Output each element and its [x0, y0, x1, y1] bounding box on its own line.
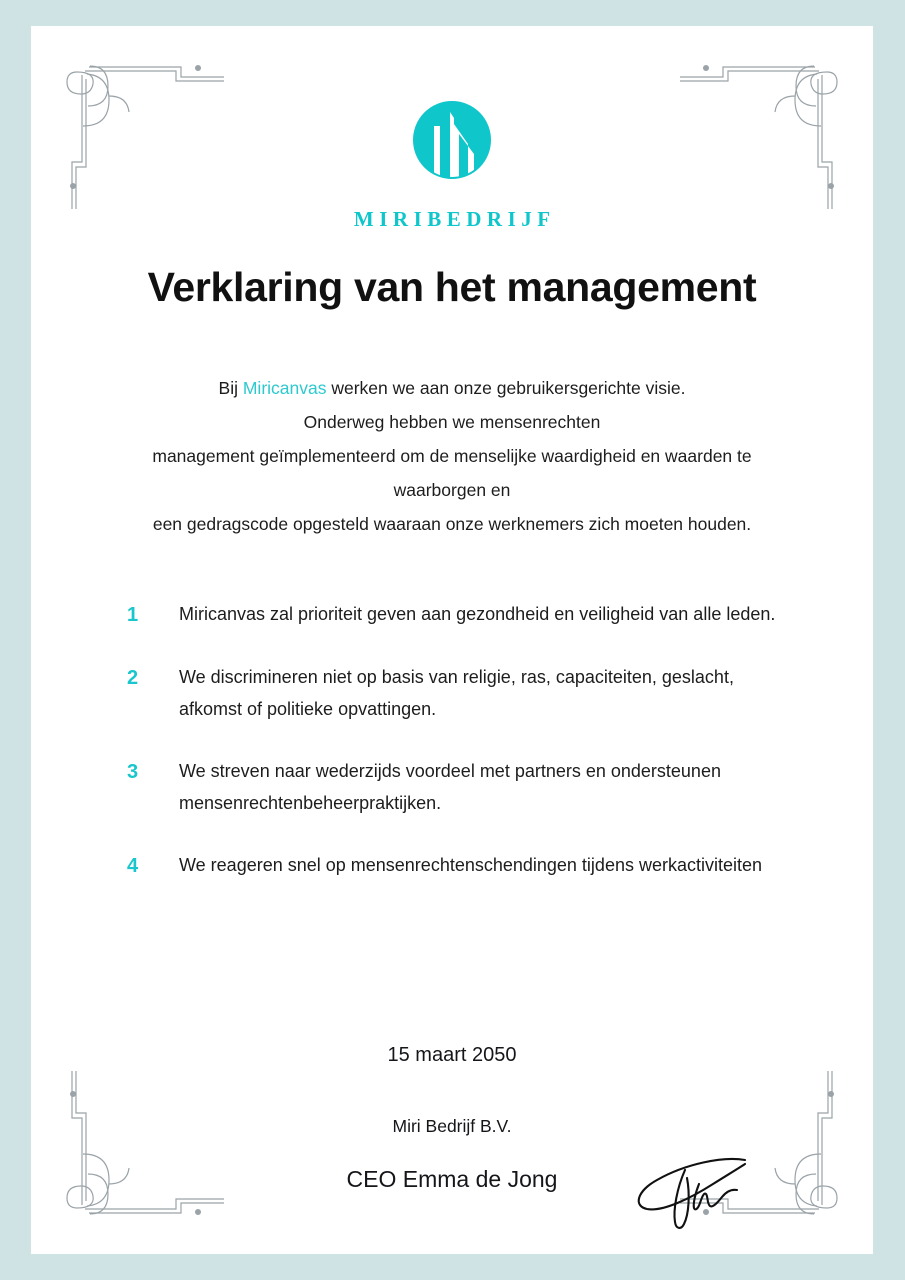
clause-item [127, 599, 813, 631]
clause-item [127, 662, 813, 725]
intro-line-2: Onderweg hebben we mensenrechten [303, 412, 601, 432]
building-skyline-circle-logo-icon [406, 94, 498, 186]
clause-number: 1 [127, 604, 139, 626]
signature-row [31, 1154, 873, 1234]
intro-line-1-suffix: werken we aan onze gebruikersgerichte visie. [326, 378, 686, 398]
clause-number: 3 [127, 761, 139, 783]
intro-paragraph [91, 371, 813, 541]
clause-text: We streven naar wederzijds voordeel met partners en ondersteunen mensenrechtenbeheerpraktijken. [179, 761, 721, 813]
document-card [31, 26, 873, 1254]
company-name: Miri Bedrijf B.V. [392, 1116, 512, 1136]
clause-number: 2 [127, 667, 139, 689]
brand-mention: Miricanvas [242, 378, 327, 398]
brand-wordmark: MIRIBEDRIJF [353, 207, 556, 231]
clause-text: We reageren snel op mensenrechtenschendingen tijdens werkactiviteiten [179, 855, 763, 875]
signature-date: 15 maart 2050 [387, 1044, 517, 1066]
clause-item [127, 756, 813, 819]
handwritten-signature-icon [627, 1154, 767, 1234]
clause-text: Miricanvas zal prioriteit geven aan gezondheid en veiligheid van alle leden. [179, 604, 776, 624]
intro-line-4: waarborgen en [393, 480, 511, 500]
brand-block [31, 94, 873, 232]
clause-list [127, 599, 813, 913]
intro-line-5: een gedragscode opgesteld waaraan onze werknemers zich moeten houden. [152, 514, 752, 534]
clause-item [127, 850, 813, 882]
clause-text: We discrimineren niet op basis van religie, ras, capaciteiten, geslacht, afkomst of politieke opvattingen. [179, 667, 734, 719]
intro-line-1-prefix: Bij [218, 378, 243, 398]
intro-line-1 [91, 371, 813, 405]
intro-line-3: management geïmplementeerd om de menselijke waardigheid en waarden te [152, 446, 752, 466]
page-title: Verklaring van het management [147, 264, 757, 310]
signatory-name: CEO Emma de Jong [346, 1166, 558, 1192]
clause-number: 4 [127, 855, 139, 877]
